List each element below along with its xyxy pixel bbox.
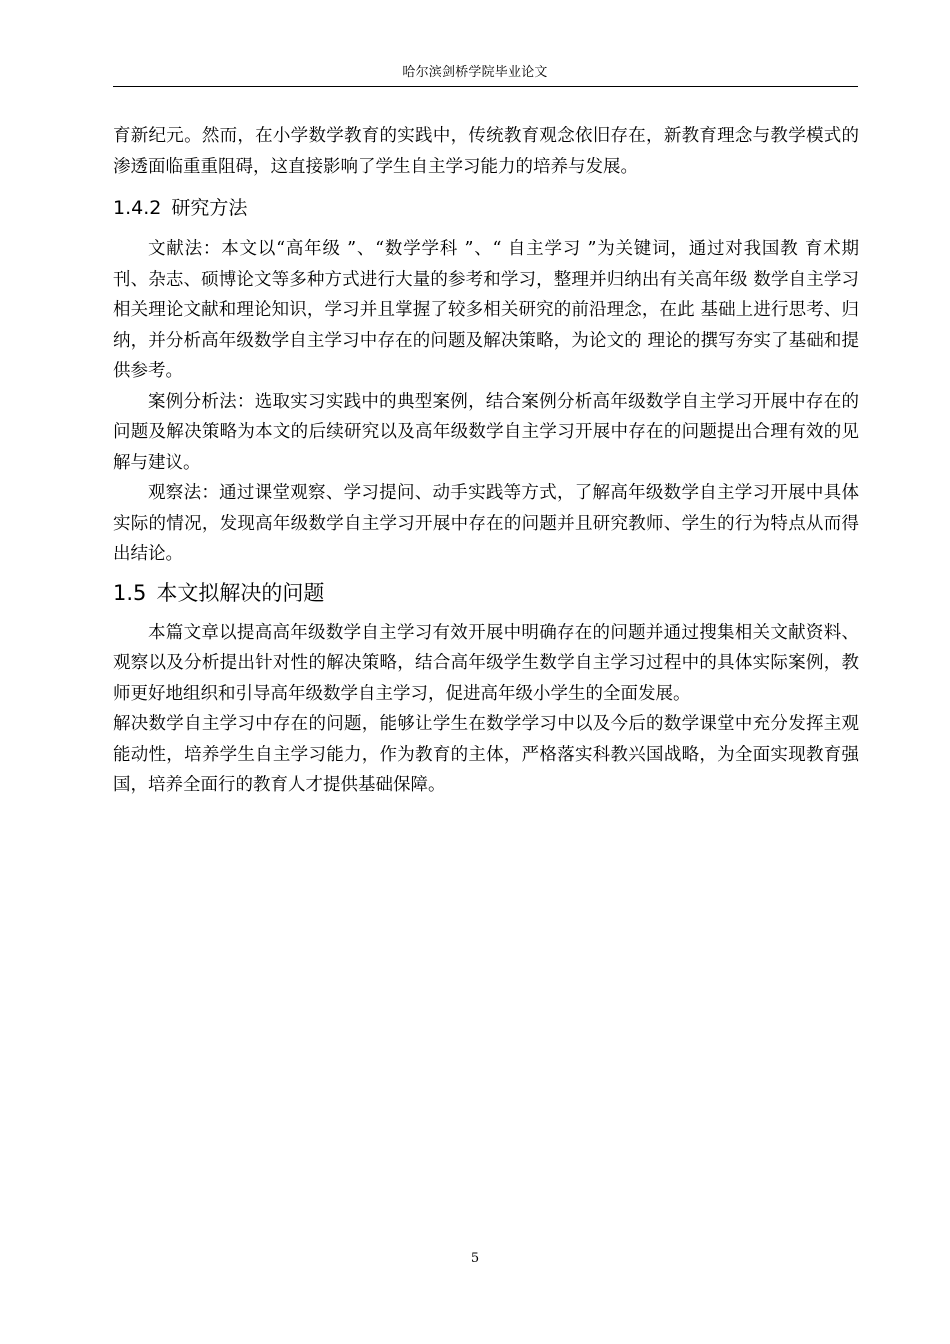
section-number: 1.5 (113, 580, 147, 605)
method-case-study-paragraph: 案例分析法：选取实习实践中的典型案例，结合案例分析高年级数学自主学习开展中存在的问题及解决策略为本文的后续研究以及高年级数学自主学习开展中存在的问题提出合理有效的见解与建议。 (113, 391, 859, 473)
section-heading-1-4-2 (113, 192, 859, 224)
page-body (113, 121, 859, 801)
section-number: 1.4.2 (113, 197, 162, 219)
page-number: 5 (470, 1251, 480, 1266)
method-observation-paragraph: 观察法：通过课堂观察、学习提问、动手实践等方式，了解高年级数学自主学习开展中具体实际的情况，发现高年级数学自主学习开展中存在的问题并且研究教师、学生的行为特点从而得出结论。 (113, 483, 859, 564)
header-divider (113, 86, 858, 87)
problem-significance-paragraph: 解决数学自主学习中存在的问题，能够让学生在数学学习中以及今后的数学课堂中充分发挥主观能动性，培养学生自主学习能力，作为教育的主体，严格落实科教兴国战略，为全面实现教育强国，培养全面行的教育人才提供基础保障。 (113, 714, 859, 795)
section-title: 研究方法 (171, 197, 248, 219)
problem-statement-paragraph: 本篇文章以提高高年级数学自主学习有效开展中明确存在的问题并通过搜集相关文献资料、观察以及分析提出针对性的解决策略，结合高年级学生数学自主学习过程中的具体实际案例，教师更好地组织和引导高年级数学自主学习，促进高年级小学生的全面发展。 (113, 622, 859, 704)
intro-continuation-paragraph: 育新纪元。然而，在小学数学教育的实践中，传统教育观念依旧存在，新教育理念与教学模式的渗透面临重重阻碍，这直接影响了学生自主学习能力的培养与发展。 (113, 126, 859, 177)
section-title: 本文拟解决的问题 (156, 580, 325, 605)
running-header: 哈尔滨剑桥学院毕业论文 (402, 65, 548, 80)
section-heading-1-5 (113, 576, 859, 610)
method-literature-paragraph: 文献法：本文以“高年级 ”、“数学学科 ”、“ 自主学习 ”为关键词，通过对我国教 育术期刊、杂志、硕博论文等多种方式进行大量的参考和学习，整理并归纳出有关高年级 数学自主学习相关理论文献和理论知识，学习并且掌握了较多相关研究的前沿理念，在此 基础上进行思考、归纳，并分析高年级数学自主学习中存在的问题及解决策略，为论文的 理论的撰写夯实了基础和提供参考。 (113, 239, 859, 381)
